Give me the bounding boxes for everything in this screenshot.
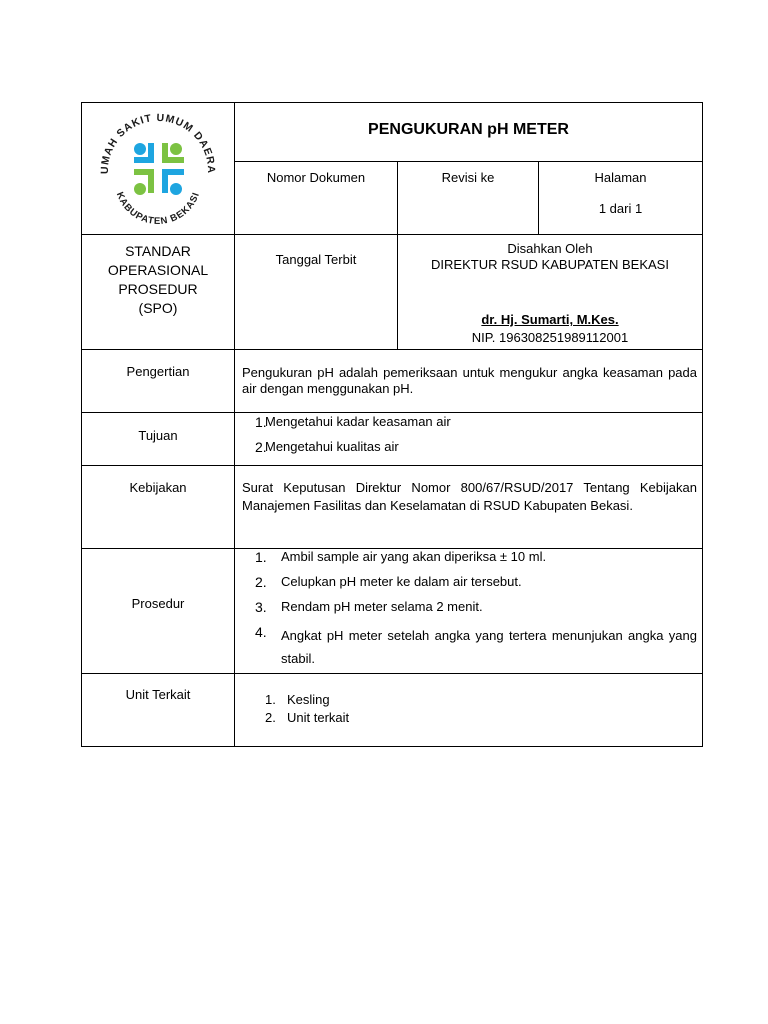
- list-item: 2. Mengetahui kualitas air: [255, 439, 399, 455]
- unit-terkait-label: Unit Terkait: [125, 687, 191, 702]
- list-item: 2. Celupkan pH meter ke dalam air tersebut.: [255, 574, 522, 590]
- row-divider: [82, 349, 702, 350]
- pengertian-label: Pengertian: [126, 364, 190, 379]
- spo-label: [82, 242, 234, 318]
- hospital-logo: [82, 103, 234, 234]
- signer-name: dr. Hj. Sumarti, M.Kes.: [481, 312, 619, 327]
- tujuan-list: [235, 414, 697, 464]
- pengertian-text: Pengukuran pH adalah pemeriksaan untuk mengukur angka keasaman pada air dengan menggunakan pH.: [242, 365, 697, 396]
- approver-title: DIREKTUR RSUD KABUPATEN BEKASI: [431, 257, 669, 272]
- prosedur-label: Prosedur: [131, 596, 185, 611]
- spo-line-2: OPERASIONAL: [107, 262, 209, 278]
- page-value: 1 dari 1: [598, 201, 643, 216]
- row-divider: [82, 673, 702, 674]
- approved-by: Disahkan Oleh: [507, 241, 593, 256]
- spo-line-4: (SPO): [138, 300, 178, 316]
- logo-bottom-text: KABUPATEN BEKASI: [113, 190, 203, 228]
- svg-text:KABUPATEN BEKASI: [114, 190, 202, 227]
- list-item: 2. Unit terkait: [265, 710, 350, 725]
- row-divider: [82, 412, 702, 413]
- tujuan-label: Tujuan: [138, 428, 178, 443]
- logo-top-text: UMAH SAKIT UMUM DAERA: [98, 111, 218, 175]
- document-title: PENGUKURAN pH METER: [368, 121, 569, 138]
- doc-number-label: Nomor Dokumen: [266, 170, 366, 185]
- revision-label: Revisi ke: [441, 170, 495, 185]
- page-label: Halaman: [594, 170, 647, 185]
- spo-document: [81, 102, 703, 747]
- row-divider: [234, 161, 702, 162]
- logo-emblem: [134, 143, 184, 195]
- list-item: 3. Rendam pH meter selama 2 menit.: [255, 599, 483, 615]
- spo-line-3: PROSEDUR: [118, 281, 198, 297]
- issue-date-label: Tanggal Terbit: [275, 252, 357, 267]
- prosedur-list: [235, 549, 697, 670]
- unit-terkait-list: [235, 691, 697, 727]
- approval-block: [398, 241, 702, 273]
- kebijakan-label: Kebijakan: [129, 480, 187, 495]
- list-item: 1. Ambil sample air yang akan diperiksa ± 10 ml.: [255, 549, 547, 565]
- list-item: 1. Mengetahui kadar keasaman air: [255, 414, 451, 430]
- signer-nip: NIP. 196308251989112001: [471, 330, 629, 345]
- svg-text:RUMAH SAKIT UMUM DAERAH: [82, 103, 217, 174]
- kebijakan-text: Surat Keputusan Direktur Nomor 800/67/RSUD/2017 Tentang Kebijakan Manajemen Fasilitas dan Keselamatan di RSUD Kabupaten Bekasi.: [242, 480, 697, 513]
- spo-line-1: STANDAR: [125, 243, 191, 259]
- row-divider: [82, 465, 702, 466]
- list-item: 4. Angkat pH meter setelah angka yang tertera menunjukan angka yang stabil.: [255, 624, 697, 666]
- row-divider: [82, 234, 702, 235]
- hospital-logo-cell: [82, 103, 234, 234]
- list-item: 1. Kesling: [265, 692, 330, 707]
